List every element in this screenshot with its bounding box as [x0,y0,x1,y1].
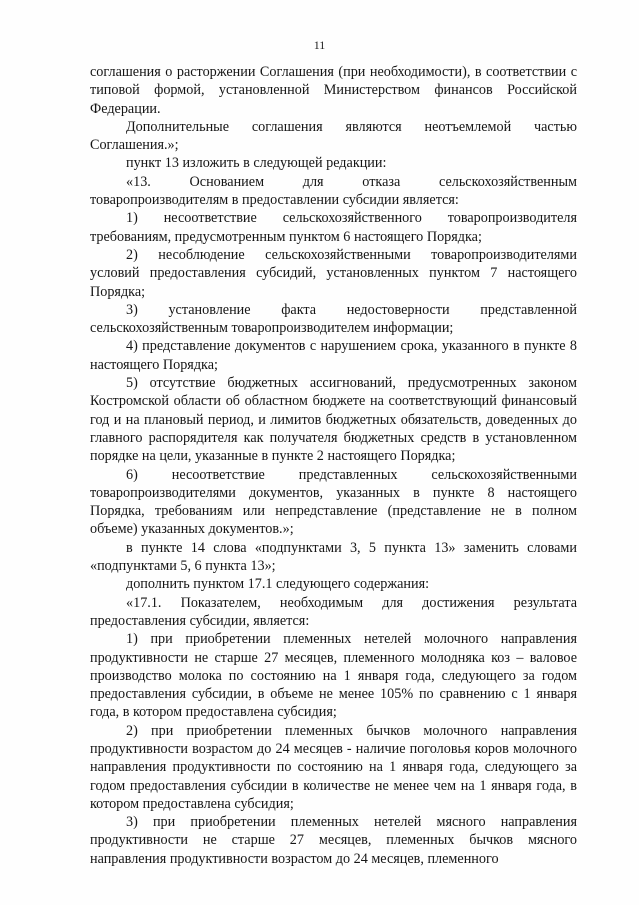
paragraph: 1) несоответствие сельскохозяйственного товаропроизводителя требованиям, предусмотренным пунктом 6 настоящего Порядка; [90,210,577,245]
paragraph: соглашения о расторжении Соглашения (при необходимости), в соответствии с типовой формой, установленной Министерством финансов Российской Федерации. [90,64,577,117]
paragraph: 4) представление документов с нарушением срока, указанного в пункте 8 настоящего Порядка; [90,338,577,373]
paragraph: 5) отсутствие бюджетных ассигнований, предусмотренных законом Костромской области об областном бюджете на соответствующий финансовый год и на плановый период, и лимитов бюджетных обязательств, доведенных до главного распорядителя как получателя бюджетных средств в установленном порядке на цели, указанные в пункте 2 настоящего Порядка; [90,375,577,465]
paragraph: 3) установление факта недостоверности представленной сельскохозяйственным товаропроизводителем информации; [90,301,577,337]
paragraph: в пункте 14 слова «подпунктами 3, 5 пункта 13» заменить словами «подпунктами 5, 6 пункта 13»; [90,539,577,575]
paragraph: пункт 13 изложить в следующей редакции: [126,155,387,172]
document-body [90,63,577,868]
paragraph: 6) несоответствие представленных сельскохозяйственными товаропроизводителями документов, указанных в пункте 8 настоящего Порядка, требованиям или непредставление (представление не в полном объеме) указанных документов.»; [90,466,577,538]
paragraph: дополнить пунктом 17.1 следующего содержания: [126,576,430,593]
paragraph: 2) несоблюдение сельскохозяйственными товаропроизводителями условий предоставления субсидий, установленных пунктом 7 настоящего Порядка; [90,246,577,300]
page-number: 11 [313,38,326,52]
paragraph: «13. Основанием для отказа сельскохозяйственным товаропроизводителям в предоставлении субсидии является: [90,173,577,209]
paragraph: 2) при приобретении племенных бычков молочного направления продуктивности возрастом до 24 месяцев - наличие поголовья коров молочного направления продуктивности по состоянию на 1 января года, следующего за годом предоставления субсидии в количестве не менее чем на 1 января года, в котором предоставлена субсидия; [90,722,577,812]
paragraph: «17.1. Показателем, необходимым для достижения результата предоставления субсидии, является: [90,594,577,629]
paragraph: 3) при приобретении племенных нетелей мясного направления продуктивности не старше 27 месяцев, племенных бычков мясного направления продуктивности возрастом до 24 месяцев, племенного [90,814,577,867]
paragraph: 1) при приобретении племенных нетелей молочного направления продуктивности не старше 27 месяцев, племенного молодняка коз – валовое производство молока по состоянию на 1 января года, следующего за годом предоставления субсидии, в объеме не менее 105% по сравнению с 1 января года, в котором предоставлена субсидия; [90,631,577,721]
paragraph: Дополнительные соглашения являются неотъемлемой частью Соглашения.»; [90,118,577,154]
